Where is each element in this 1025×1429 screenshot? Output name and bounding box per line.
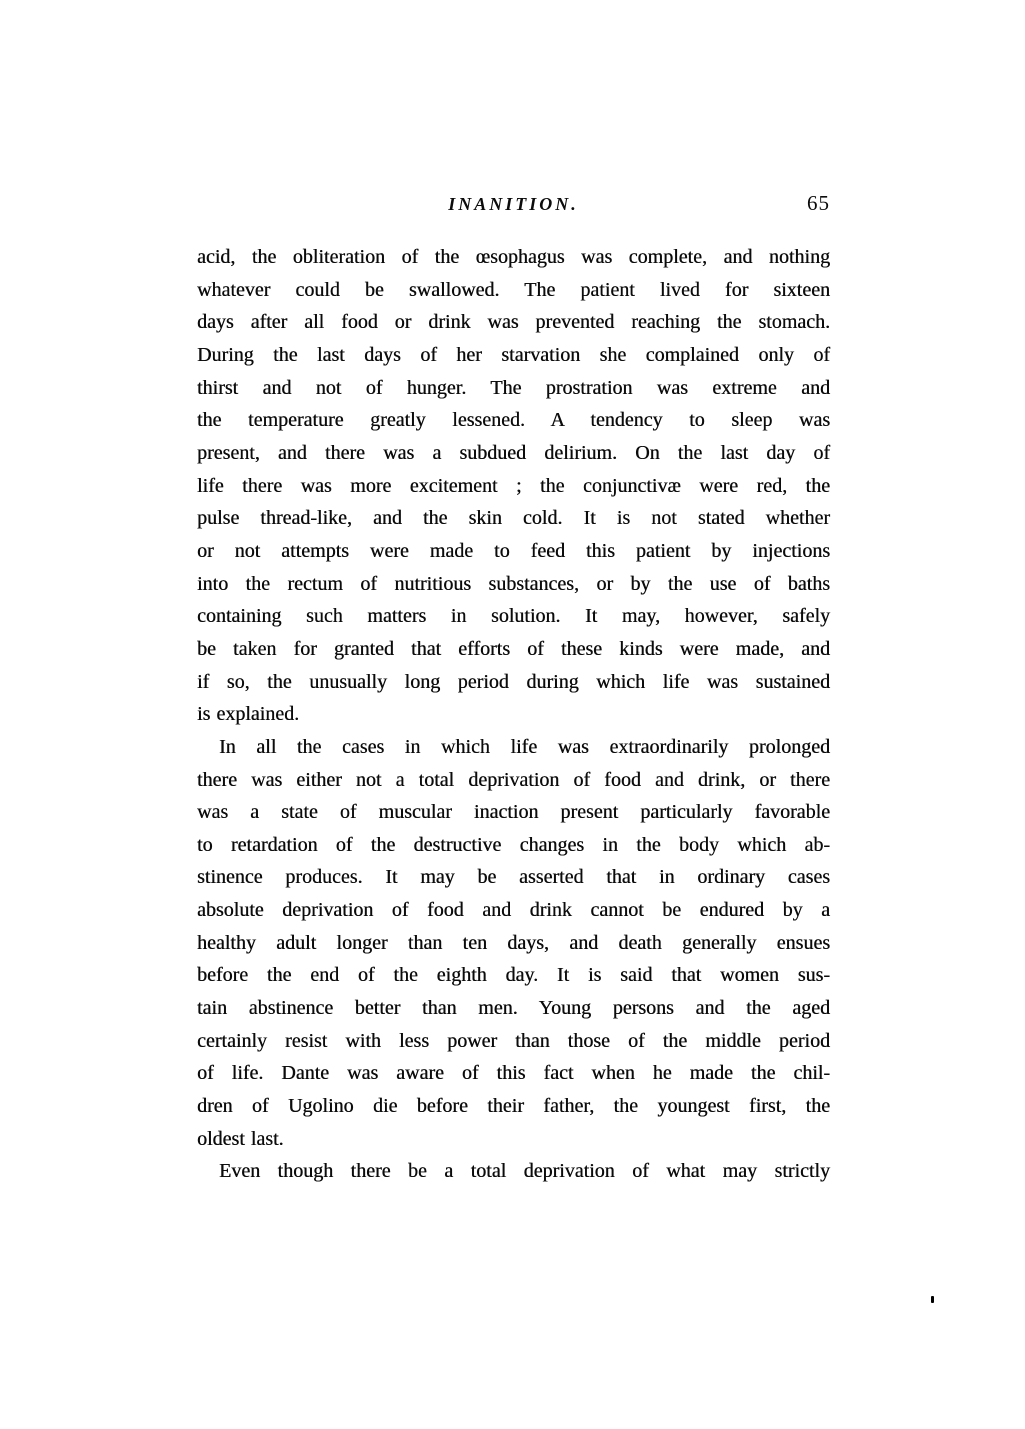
text-line: acid, the obliteration of the œsophagus was complete, and nothing bbox=[197, 246, 830, 268]
text-line: During the last days of her starvation she complained only of bbox=[197, 343, 830, 366]
text-line: tain abstinence better than men. Young persons and the aged bbox=[197, 997, 830, 1020]
text-line: Even though there be a total deprivation of what may strictly bbox=[219, 1160, 830, 1183]
text-line: dren of Ugolino die before their father, the youngest first, the bbox=[197, 1095, 830, 1118]
text-line: is explained. bbox=[197, 703, 300, 726]
text-line: healthy adult longer than ten days, and death generally ensues bbox=[197, 931, 830, 954]
body-text bbox=[197, 241, 830, 1188]
text-line: thirst and not of hunger. The prostration was extreme and bbox=[197, 376, 830, 399]
text-line: pulse thread-like, and the skin cold. It is not stated whether bbox=[197, 507, 830, 530]
text-line: life there was more excitement ; the conjunctivæ were red, the bbox=[197, 474, 830, 497]
text-line: there was either not a total deprivation of food and drink, or there bbox=[197, 768, 830, 791]
text-line: certainly resist with less power than those of the middle period bbox=[197, 1029, 830, 1052]
paragraph bbox=[197, 731, 830, 1156]
text-line: was a state of muscular inaction present particularly favorable bbox=[197, 801, 830, 824]
text-line: before the end of the eighth day. It is said that women sus- bbox=[197, 964, 830, 987]
text-line: In all the cases in which life was extraordinarily prolonged bbox=[219, 735, 830, 758]
text-line: or not attempts were made to feed this patient by injections bbox=[197, 539, 830, 562]
text-line: days after all food or drink was prevented reaching the stomach. bbox=[197, 311, 830, 334]
text-line: if so, the unusually long period during which life was sustained bbox=[197, 670, 830, 693]
page-number: 65 bbox=[807, 191, 830, 215]
text-line: be taken for granted that efforts of these kinds were made, and bbox=[197, 637, 830, 660]
text-line: of life. Dante was aware of this fact when he made the chil- bbox=[197, 1062, 830, 1085]
text-line: stinence produces. It may be asserted that in ordinary cases bbox=[197, 866, 830, 889]
page-header bbox=[197, 191, 830, 219]
text-line: present, and there was a subdued delirium. On the last day of bbox=[197, 441, 830, 464]
running-title: INANITION. bbox=[448, 194, 579, 214]
text-line: the temperature greatly lessened. A tendency to sleep was bbox=[197, 409, 830, 432]
text-line: absolute deprivation of food and drink cannot be endured by a bbox=[197, 899, 830, 922]
paragraph bbox=[197, 1155, 830, 1188]
text-line: into the rectum of nutritious substances, or by the use of baths bbox=[197, 572, 830, 595]
paragraph bbox=[197, 241, 830, 731]
text-line: containing such matters in solution. It may, however, safely bbox=[197, 605, 830, 628]
text-line: to retardation of the destructive changes in the body which ab- bbox=[197, 833, 830, 856]
text-line: oldest last. bbox=[197, 1127, 284, 1150]
text-line: whatever could be swallowed. The patient lived for sixteen bbox=[197, 278, 830, 301]
ink-speck bbox=[931, 1296, 934, 1303]
